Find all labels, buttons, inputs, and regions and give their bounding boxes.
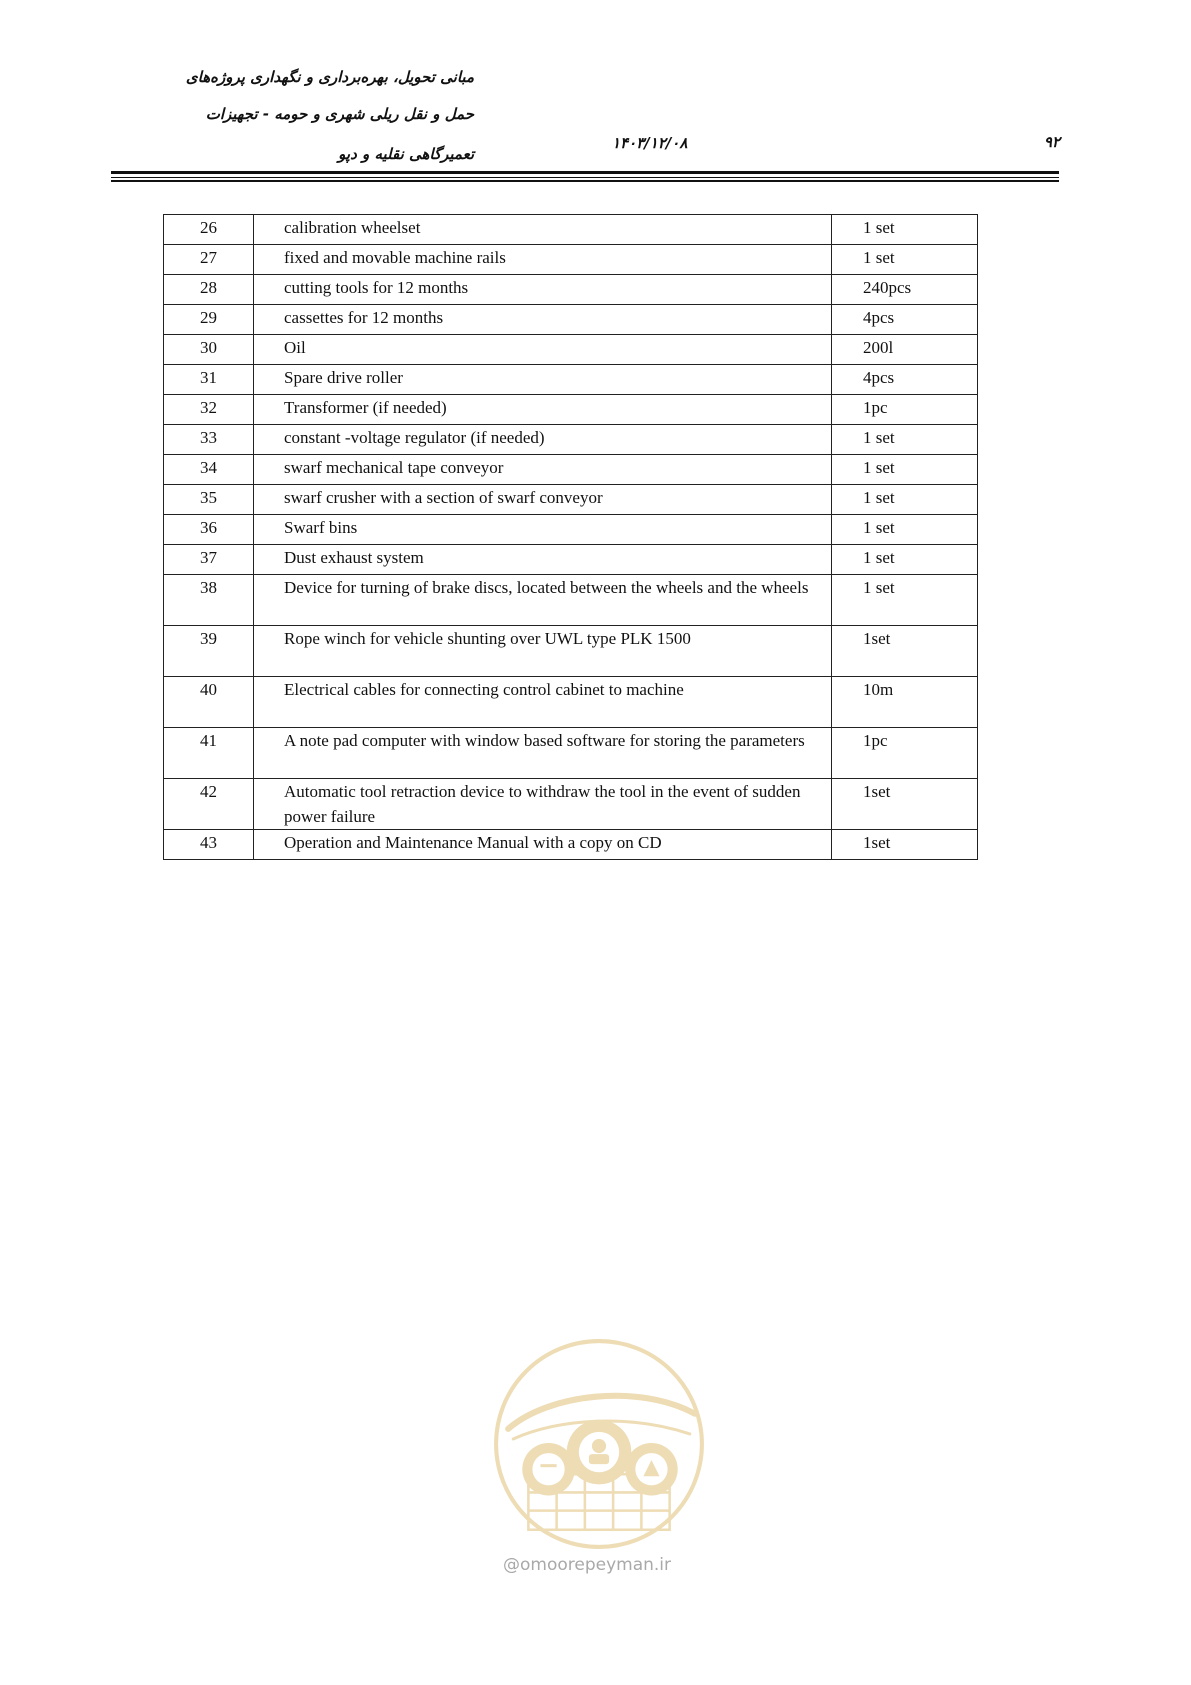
item-quantity: 4pcs [832,365,978,395]
header-title-line-1: مبانی تحویل، بهره‌برداری و نگهداری پروژه‌های [185,68,474,86]
table-row [164,485,978,515]
table-row [164,677,978,728]
table-row [164,335,978,365]
watermark-logo [488,1333,710,1555]
item-description: fixed and movable machine rails [254,245,832,275]
item-quantity: 1 set [832,575,978,626]
item-description: cutting tools for 12 months [254,275,832,305]
equipment-table [163,214,978,860]
row-number: 28 [164,275,254,305]
header-rule [111,180,1059,182]
watermark-website: @omoorepeyman.ir [503,1555,672,1575]
table-row [164,545,978,575]
item-description: constant -voltage regulator (if needed) [254,425,832,455]
item-description: Device for turning of brake discs, located between the wheels and the wheels [254,575,832,626]
row-number: 43 [164,830,254,860]
header-title-line-3: تعمیرگاهی نقلیه و دپو [338,145,474,163]
header-title-line-2: حمل و نقل ریلی شهری و حومه - تجهیزات [205,105,474,123]
row-number: 41 [164,728,254,779]
item-description: Rope winch for vehicle shunting over UWL type PLK 1500 [254,626,832,677]
row-number: 36 [164,515,254,545]
item-quantity: 1 set [832,215,978,245]
row-number: 35 [164,485,254,515]
table-row [164,365,978,395]
item-quantity: 1 set [832,485,978,515]
item-quantity: 1 set [832,455,978,485]
table-row [164,728,978,779]
table-row [164,425,978,455]
row-number: 30 [164,335,254,365]
item-description: swarf mechanical tape conveyor [254,455,832,485]
row-number: 29 [164,305,254,335]
row-number: 42 [164,779,254,830]
item-quantity: 4pcs [832,305,978,335]
item-description: Electrical cables for connecting control cabinet to machine [254,677,832,728]
table-row [164,779,978,830]
table-row [164,395,978,425]
item-quantity: 1 set [832,245,978,275]
table-row [164,515,978,545]
table-row [164,455,978,485]
item-description: Dust exhaust system [254,545,832,575]
item-quantity: 1 set [832,515,978,545]
table-row [164,275,978,305]
item-quantity: 1 set [832,425,978,455]
header-date: ۱۴۰۳/۱۲/۰۸ [612,134,688,152]
item-quantity: 1set [832,830,978,860]
table-row [164,830,978,860]
item-description: calibration wheelset [254,215,832,245]
page-number: ۹۲ [1043,133,1060,151]
item-quantity: 1pc [832,395,978,425]
item-quantity: 240pcs [832,275,978,305]
row-number: 32 [164,395,254,425]
item-quantity: 200l [832,335,978,365]
item-description: Swarf bins [254,515,832,545]
table-row [164,305,978,335]
item-quantity: 1set [832,779,978,830]
row-number: 39 [164,626,254,677]
item-quantity: 1pc [832,728,978,779]
row-number: 40 [164,677,254,728]
item-quantity: 10m [832,677,978,728]
item-description: Spare drive roller [254,365,832,395]
item-description: A note pad computer with window based software for storing the parameters [254,728,832,779]
item-description: Automatic tool retraction device to withdraw the tool in the event of sudden power failure [254,779,832,830]
row-number: 31 [164,365,254,395]
table-row [164,575,978,626]
row-number: 34 [164,455,254,485]
item-quantity: 1set [832,626,978,677]
row-number: 38 [164,575,254,626]
table-row [164,215,978,245]
header-rule [111,177,1059,178]
header-rule [111,171,1059,174]
item-quantity: 1 set [832,545,978,575]
table-row [164,245,978,275]
row-number: 27 [164,245,254,275]
item-description: Transformer (if needed) [254,395,832,425]
item-description: Oil [254,335,832,365]
item-description: Operation and Maintenance Manual with a copy on CD [254,830,832,860]
table-row [164,626,978,677]
item-description: swarf crusher with a section of swarf conveyor [254,485,832,515]
row-number: 26 [164,215,254,245]
item-description: cassettes for 12 months [254,305,832,335]
row-number: 33 [164,425,254,455]
row-number: 37 [164,545,254,575]
